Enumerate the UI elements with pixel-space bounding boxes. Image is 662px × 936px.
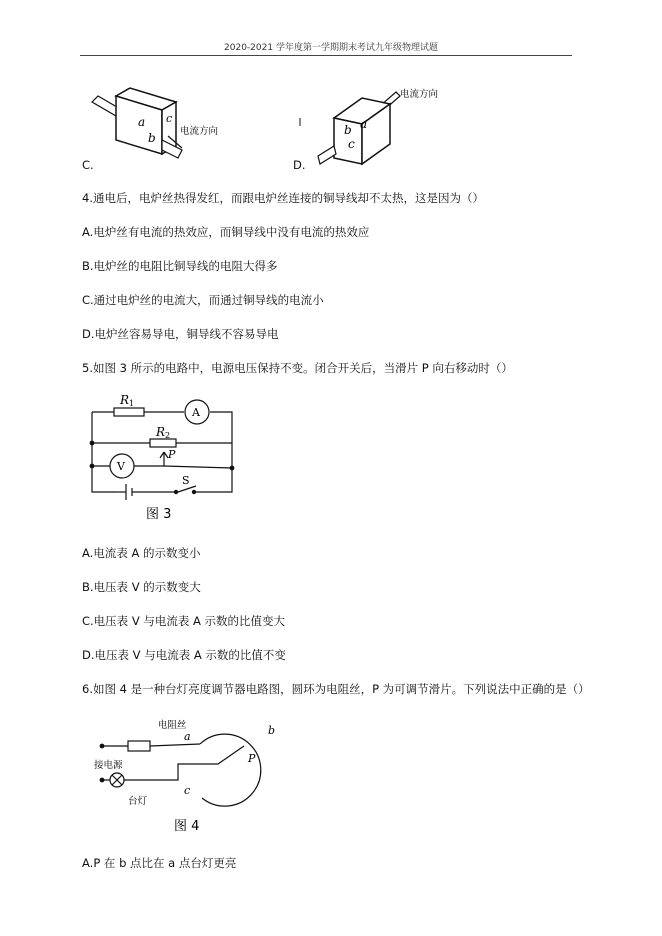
circuit-figure-4: [88, 712, 288, 836]
figure-3-caption: 图 3: [146, 507, 172, 522]
power-source-label: 接电源: [94, 760, 123, 771]
q5-option-b: B.电压表 V 的示数变大: [82, 580, 201, 594]
switch-label: S: [182, 474, 190, 487]
q6-stem: 6.如图 4 是一种台灯亮度调节器电路图，圆环为电阻丝，P 为可调节滑片。下列说法中正确的是（）: [82, 682, 590, 696]
slider-p-label: P: [248, 752, 256, 765]
header-rule: [80, 55, 572, 56]
r2-label: R: [156, 425, 166, 439]
q4-option-c: C.通过电炉丝的电流大，而通过铜导线的电流小: [82, 293, 324, 307]
page-header: 2020-2021 学年度第一学期期末考试九年级物理试题: [224, 43, 438, 53]
option-c-label: C.: [82, 158, 94, 172]
label-b: b: [148, 131, 156, 145]
label-b: b: [344, 123, 352, 137]
q4-option-b: B.电炉丝的电阻比铜导线的电阻大得多: [82, 259, 278, 273]
voltmeter-label: V: [117, 460, 125, 473]
ammeter-label: A: [192, 406, 200, 419]
current-direction-label: 电流方向: [400, 89, 439, 100]
lamp-label: 台灯: [128, 796, 148, 807]
circuit-figure-3: [86, 390, 246, 526]
label-c: c: [166, 112, 173, 125]
figure-4-caption: 图 4: [174, 819, 200, 834]
q5-option-a: A.电流表 A 的示数变小: [82, 546, 201, 560]
point-c-label: c: [184, 784, 191, 797]
q4-option-d: D.电炉丝容易导电，铜导线不容易导电: [82, 327, 279, 341]
q4-option-a: A.电炉丝有电流的热效应，而铜导线中没有电流的热效应: [82, 225, 370, 239]
q5-stem: 5.如图 3 所示的电路中，电源电压保持不变。闭合开关后，当滑片 P 向右移动时（）: [82, 361, 513, 375]
q4-stem: 4.通电后，电炉丝热得发红，而跟电炉丝连接的铜导线却不太热，这是因为（）: [82, 191, 484, 205]
q5-option-c: C.电压表 V 与电流表 A 示数的比值变大: [82, 614, 286, 628]
label-a: a: [360, 117, 368, 131]
r2-subscript: 2: [165, 431, 171, 440]
slider-label: P: [168, 448, 176, 461]
current-direction-label: 电流方向: [180, 126, 219, 137]
conductor-figure-d: [300, 84, 470, 174]
resistance-wire-label: 电阻丝: [158, 720, 187, 731]
q6-option-a: A.P 在 b 点比在 a 点台灯更亮: [82, 856, 237, 870]
point-a-label: a: [184, 730, 191, 743]
q5-option-d: D.电压表 V 与电流表 A 示数的比值不变: [82, 648, 286, 662]
r1-label: R: [120, 393, 130, 407]
point-b-label: b: [268, 724, 276, 737]
label-c: c: [348, 137, 355, 151]
r1-subscript: 1: [129, 399, 135, 408]
label-a: a: [138, 115, 146, 129]
option-d-label: D.: [293, 158, 306, 172]
conductor-figure-c: [90, 88, 260, 168]
